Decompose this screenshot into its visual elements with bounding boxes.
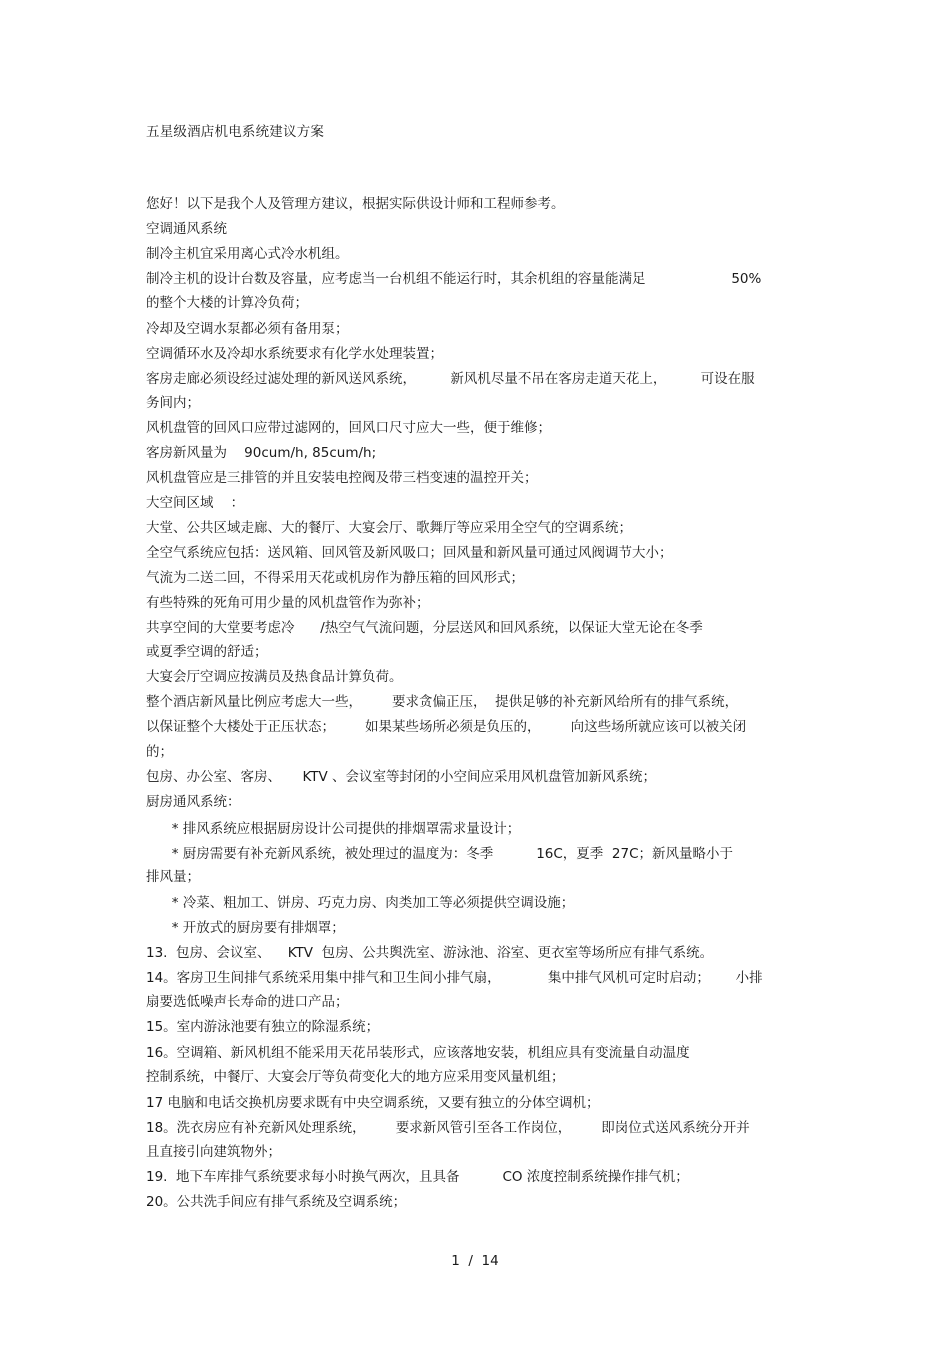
paragraph-line: 大堂、公共区域走廊、大的餐厅、大宴会厅、歌舞厅等应采用全空气的空调系统； bbox=[146, 520, 632, 536]
paragraph-line: 制冷主机的设计台数及容量，应考虑当一台机组不能运行时，其余机组的容量能满足 50% bbox=[146, 271, 762, 287]
paragraph-line: 有些特殊的死角可用少量的风机盘管作为弥补； bbox=[146, 595, 430, 611]
paragraph-line: 风机盘管应是三排管的并且安装电控阀及带三档变速的温控开关； bbox=[146, 470, 538, 486]
page-number: 1 / 14 bbox=[451, 1253, 499, 1269]
paragraph-line: 排风量； bbox=[146, 869, 200, 885]
paragraph-line: 您好！以下是我个人及管理方建议，根据实际供设计师和工程师参考。 bbox=[146, 196, 565, 212]
paragraph-line: 共享空间的大堂要考虑冷 /热空气气流问题，分层送风和回风系统，以保证大堂无论在冬季 bbox=[146, 620, 703, 636]
paragraph-line: 控制系统，中餐厅、大宴会厅等负荷变化大的地方应采用变风量机组； bbox=[146, 1069, 565, 1085]
paragraph-line: 13. 包房、会议室、 KTV 包房、公共舆洗室、游泳池、浴室、更衣室等场所应有排气系统。 bbox=[146, 945, 714, 961]
paragraph-line: 17 电脑和电话交换机房要求既有中央空调系统，又要有独立的分体空调机； bbox=[146, 1095, 600, 1111]
paragraph-line: * 厨房需要有补充新风系统，被处理过的温度为：冬季 16C，夏季 27C；新风量略小于 bbox=[146, 846, 733, 862]
paragraph-line: 大宴会厅空调应按满员及热食品计算负荷。 bbox=[146, 669, 403, 685]
paragraph-line: 扇要选低噪声长寿命的进口产品； bbox=[146, 994, 349, 1010]
paragraph-line: 包房、办公室、客房、 KTV 、会议室等封闭的小空间应采用风机盘管加新风系统； bbox=[146, 769, 657, 785]
paragraph-line: 18。洗衣房应有补充新风处理系统， 要求新风管引至各工作岗位， 即岗位式送风系统分开并 bbox=[146, 1120, 750, 1136]
paragraph-line: 20。公共洗手间应有排气系统及空调系统； bbox=[146, 1194, 407, 1210]
paragraph-line: 厨房通风系统： bbox=[146, 794, 241, 810]
paragraph-line: * 开放式的厨房要有排烟罩； bbox=[146, 920, 345, 936]
paragraph-line: 的整个大楼的计算冷负荷； bbox=[146, 295, 308, 311]
paragraph-line: 且直接引向建筑物外； bbox=[146, 1144, 281, 1160]
paragraph-line: * 冷菜、粗加工、饼房、巧克力房、肉类加工等必须提供空调设施； bbox=[146, 895, 575, 911]
paragraph-line: 空调循环水及冷却水系统要求有化学水处理装置； bbox=[146, 346, 443, 362]
paragraph-line: 气流为二送二回，不得采用天花或机房作为静压箱的回风形式； bbox=[146, 570, 524, 586]
paragraph-line: 以保证整个大楼处于正压状态； 如果某些场所必须是负压的， 向这些场所就应该可以被关闭 bbox=[146, 719, 747, 735]
paragraph-line: 客房走廊必须设经过滤处理的新风送风系统， 新风机尽量不吊在客房走道天花上， 可设在服 bbox=[146, 371, 755, 387]
document-title: 五星级酒店机电系统建议方案 bbox=[146, 124, 325, 140]
paragraph-line: 的； bbox=[146, 744, 173, 760]
paragraph-line: 整个酒店新风量比例应考虑大一些， 要求贪偏正压， 提供足够的补充新风给所有的排气系统， bbox=[146, 694, 739, 710]
paragraph-line: 或夏季空调的舒适； bbox=[146, 644, 268, 660]
paragraph-line: 制冷主机宜采用离心式冷水机组。 bbox=[146, 246, 349, 262]
paragraph-line: 大空间区域 ： bbox=[146, 495, 245, 511]
paragraph-line: 19. 地下车库排气系统要求每小时换气两次，且具备 CO 浓度控制系统操作排气机； bbox=[146, 1169, 689, 1185]
paragraph-line: 空调通风系统 bbox=[146, 221, 227, 237]
paragraph-line: 风机盘管的回风口应带过滤网的，回风口尺寸应大一些，便于维修； bbox=[146, 420, 551, 436]
paragraph-line: 全空气系统应包括：送风箱、回风管及新风吸口；回风量和新风量可通过风阀调节大小； bbox=[146, 545, 673, 561]
paragraph-line: 务间内； bbox=[146, 395, 200, 411]
paragraph-line: 16。空调箱、新风机组不能采用天花吊装形式，应该落地安装，机组应具有变流量自动温度 bbox=[146, 1045, 690, 1061]
paragraph-line: 冷却及空调水泵都必须有备用泵； bbox=[146, 321, 349, 337]
paragraph-line: 客房新风量为 90cum/h, 85cum/h; bbox=[146, 445, 377, 461]
paragraph-line: 14。客房卫生间排气系统采用集中排气和卫生间小排气扇， 集中排气风机可定时启动； 小排 bbox=[146, 970, 763, 986]
paragraph-line: * 排风系统应根据厨房设计公司提供的排烟罩需求量设计； bbox=[146, 821, 521, 837]
paragraph-line: 15。室内游泳池要有独立的除湿系统； bbox=[146, 1019, 380, 1035]
